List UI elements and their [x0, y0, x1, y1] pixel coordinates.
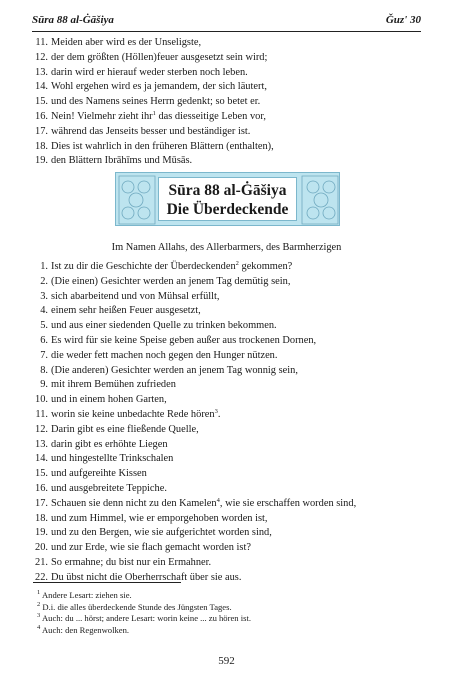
verse-number: 16. [35, 482, 48, 494]
footnote-number: 1 [37, 589, 41, 596]
verse-line [33, 154, 428, 169]
verse-text: während das Jenseits besser und beständiger ist. [51, 125, 251, 137]
verse-text: (Die anderen) Gesichter werden an jenem Tag wonnig sein, [51, 364, 298, 376]
footnote-number: 3 [37, 612, 41, 619]
verse-number: 17. [35, 497, 48, 509]
verse-text: und zum Himmel, wie er emporgehoben worden ist, [51, 512, 268, 524]
verse-number: 2. [40, 275, 48, 287]
verse-number: 8. [40, 364, 48, 376]
verse-number: 13. [35, 66, 48, 78]
verse-text: sich abarbeitend und von Mühsal erfüllt, [51, 290, 220, 302]
verse-text: mit ihrem Bemühen zufrieden [51, 379, 176, 391]
verse-text: der dem größten (Höllen)feuer ausgesetzt sein wird; [51, 51, 268, 63]
footnote [37, 625, 251, 637]
sura-title: Sūra 88 al-Ġāšiya [168, 182, 287, 199]
verse-text: und hingestellte Trinkschalen [51, 453, 174, 465]
verse-text: Du übst nicht die Oberherrschaft über sie aus. [51, 571, 242, 583]
footnotes [37, 590, 251, 636]
verse-number: 14. [35, 453, 48, 465]
sura-subtitle: Die Überdeckende [166, 201, 289, 218]
verse-line [33, 393, 428, 408]
verse-text: (Die einen) Gesichter werden an jenem Tag demütig sein, [51, 275, 291, 287]
verse-line [33, 66, 428, 81]
verse-text: und des Namens seines Herrn gedenkt; so betet er. [51, 96, 261, 108]
verse-text: den Blättern Ibrāhīms und Mūsās. [51, 155, 193, 167]
sura-title-box [158, 177, 297, 221]
verse-line [33, 125, 428, 140]
verse-line [33, 334, 428, 349]
header-sura-title: Sūra 88 al-Ġāšiya [32, 14, 114, 26]
page-number: 592 [218, 655, 235, 667]
verse-list-main [33, 260, 428, 586]
verse-line [33, 140, 428, 155]
verse-line [33, 304, 428, 319]
verse-text: und ausgebreitete Teppiche. [51, 482, 167, 494]
verse-line [33, 423, 428, 438]
verse-text: Ist zu dir die Geschichte der Überdeckenden [51, 261, 236, 272]
verse-line [33, 80, 428, 95]
verse-text-continued: das diesseitige Leben vor, [155, 110, 266, 122]
verse-number: 15. [35, 468, 48, 480]
verse-number: 5. [40, 320, 48, 332]
footnote [37, 590, 251, 602]
verse-line [33, 497, 428, 512]
verse-line [33, 349, 428, 364]
verse-number: 7. [40, 349, 48, 361]
verse-line [33, 319, 428, 334]
verse-text: und in einem hohen Garten, [51, 394, 167, 406]
verse-number: 14. [35, 81, 48, 93]
verse-line [33, 556, 428, 571]
footnote-marker: 4 [216, 496, 220, 504]
verse-line [33, 541, 428, 556]
footnote-text: Andere Lesart: ziehen sie. [41, 590, 132, 600]
verse-number: 12. [35, 423, 48, 435]
verse-number: 18. [35, 140, 48, 152]
verse-text: Schauen sie denn nicht zu den Kamelen [51, 497, 217, 509]
verse-line [33, 526, 428, 541]
verse-line [33, 110, 428, 125]
verse-line [33, 290, 428, 305]
verse-line [33, 378, 428, 393]
verse-number: 1. [40, 261, 48, 272]
verse-text: Nein! Vielmehr zieht ihr [51, 110, 153, 122]
verse-number: 21. [35, 556, 48, 568]
header-rule [32, 31, 421, 32]
verse-number: 15. [35, 96, 48, 108]
footnote-marker: 1 [152, 109, 156, 117]
footnote-marker: 3 [214, 407, 218, 415]
verse-number: 3. [40, 290, 48, 302]
verse-text: Dies ist wahrlich in den früheren Blättern (enthalten), [51, 140, 274, 152]
verse-line [33, 512, 428, 527]
verse-text: Wohl ergehen wird es ja jemandem, der sich läutert, [51, 81, 267, 93]
footnote [37, 613, 251, 625]
header-juz: Ǧuz' 30 [385, 14, 421, 26]
verse-text: Meiden aber wird es der Unseligste, [51, 37, 202, 48]
verse-text-continued: . [217, 408, 221, 420]
footnote-text: Auch: den Regenwolken. [41, 624, 130, 635]
verse-line [33, 438, 428, 453]
verse-text: und aufgereihte Kissen [51, 468, 147, 480]
verse-line [33, 36, 428, 51]
verse-line [33, 95, 428, 110]
verse-line [33, 482, 428, 497]
verse-text: Es wird für sie keine Speise geben außer aus trockenen Dornen, [51, 334, 317, 346]
running-header [32, 14, 421, 32]
verse-number: 6. [40, 334, 48, 346]
verse-number: 11. [35, 37, 48, 48]
verse-text: worin sie keine unbedachte Rede hören [51, 408, 215, 420]
verse-line [33, 260, 428, 275]
verse-number: 4. [40, 305, 48, 317]
verse-number: 17. [35, 125, 48, 137]
verse-line [33, 452, 428, 467]
verse-line [33, 408, 428, 423]
verse-line [33, 467, 428, 482]
verse-number: 22. [35, 571, 48, 583]
verse-number: 19. [35, 155, 48, 167]
basmala: Im Namen Allahs, des Allerbarmers, des Barmherzigen [111, 242, 342, 253]
footnote-text: D.i. die alles überdeckende Stunde des Jüngsten Tages. [42, 601, 232, 612]
verse-text: einem sehr heißen Feuer ausgesetzt, [51, 305, 201, 317]
verse-list-previous-sura [33, 36, 428, 169]
verse-text: So ermahne; du bist nur ein Ermahner. [51, 556, 212, 568]
sura-title-banner [115, 172, 340, 226]
verse-number: 18. [35, 512, 48, 524]
verse-text: und zu den Bergen, wie sie aufgerichtet worden sind, [51, 527, 272, 539]
footnote-number: 2 [37, 600, 41, 608]
verse-text: darin gibt es erhöhte Liegen [51, 438, 168, 450]
verse-text: darin wird er hierauf weder sterben noch leben. [51, 66, 248, 78]
verse-text: und zur Erde, wie sie flach gemacht worden ist? [51, 542, 251, 554]
footnote-rule [33, 582, 181, 583]
verse-text-continued: gekommen? [238, 261, 293, 272]
verse-text: Darin gibt es eine fließende Quelle, [51, 423, 199, 435]
verse-text: und aus einer siedenden Quelle zu trinken bekommen. [51, 320, 277, 332]
verse-number: 19. [35, 527, 48, 539]
verse-number: 16. [35, 110, 48, 122]
verse-text: die weder fett machen noch gegen den Hunger nützen. [51, 349, 278, 361]
verse-line [33, 364, 428, 379]
verse-number: 11. [35, 408, 48, 420]
verse-number: 20. [35, 542, 48, 554]
verse-text-continued: , wie sie erschaffen worden sind, [219, 497, 357, 509]
footnote [37, 602, 251, 614]
verse-number: 12. [35, 51, 48, 63]
footnote-number: 4 [37, 623, 41, 631]
verse-number: 9. [40, 379, 48, 391]
verse-line [33, 571, 428, 586]
verse-line [33, 51, 428, 66]
verse-number: 10. [35, 394, 48, 406]
footnote-marker: 2 [235, 260, 239, 267]
verse-line [33, 275, 428, 290]
footnote-text: Auch: du ... hörst; andere Lesart: worin keine ... zu hören ist. [41, 613, 251, 623]
verse-number: 13. [35, 438, 48, 450]
